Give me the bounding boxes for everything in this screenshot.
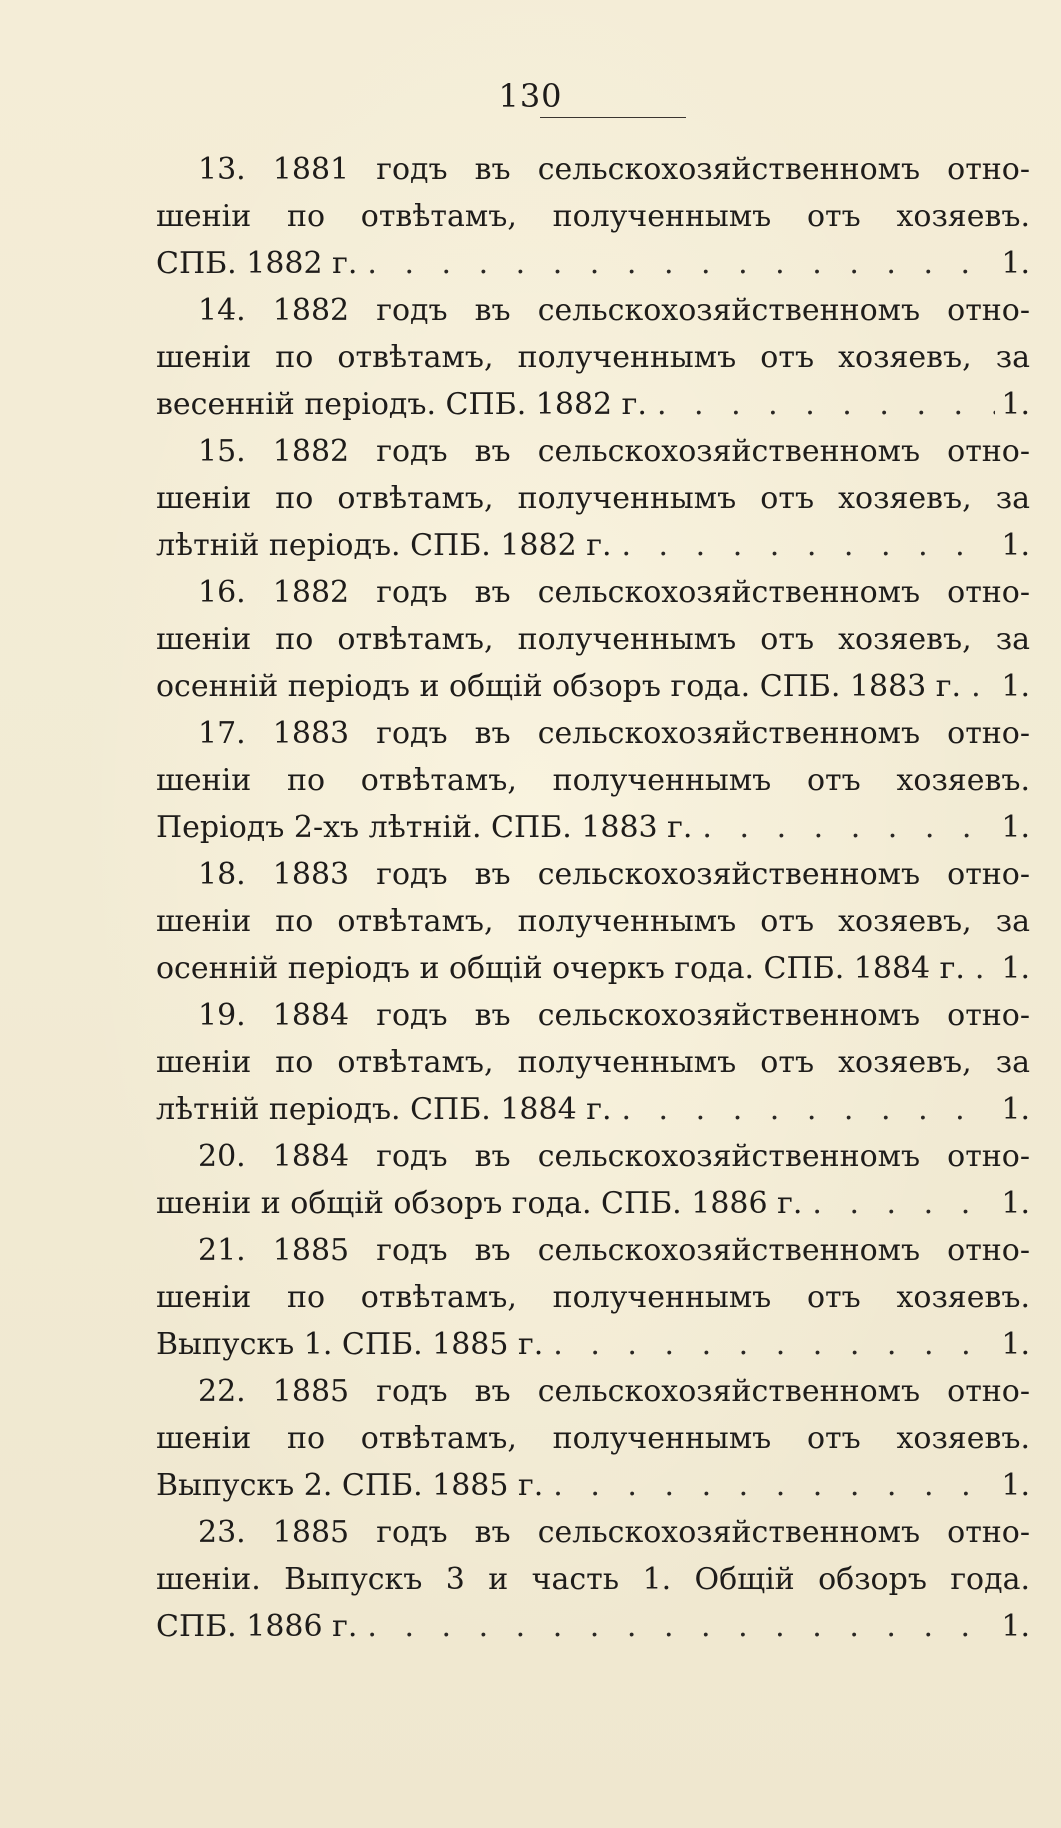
volume-count: 1. xyxy=(1001,1327,1030,1362)
page-number: 130 xyxy=(498,77,563,115)
volume-count: 1. xyxy=(1001,246,1030,281)
entry-line: 23. 1885 годъ въ сельскохозяйственномъ отно- xyxy=(198,1515,1030,1550)
volume-count: 1. xyxy=(1001,951,1030,986)
entry-line: шеніи по отвѣтамъ, полученнымъ отъ хозяевъ. xyxy=(156,763,1030,798)
header-rule xyxy=(540,117,686,118)
entry-last-line xyxy=(156,1086,1030,1133)
entry-line: 14. 1882 годъ въ сельскохозяйственномъ отно- xyxy=(198,293,1030,328)
entry-text: лѣтній періодъ. СПБ. 1884 г. xyxy=(156,1092,612,1127)
entry-last-line xyxy=(156,1603,1030,1650)
entry-last-line xyxy=(156,1462,1030,1509)
entry-last-line xyxy=(156,945,1030,992)
entry-line: 20. 1884 годъ въ сельскохозяйственномъ отно- xyxy=(198,1139,1030,1174)
entry-last-line xyxy=(156,804,1030,851)
entry-line: шеніи по отвѣтамъ, полученнымъ отъ хозяевъ, за xyxy=(156,481,1030,516)
volume-count: 1. xyxy=(1001,1609,1030,1644)
list-item xyxy=(156,1133,1030,1227)
volume-count: 1. xyxy=(1001,669,1030,704)
bibliography-list xyxy=(156,146,1030,1650)
entry-line: шеніи по отвѣтамъ, полученнымъ отъ хозяевъ, за xyxy=(156,622,1030,657)
volume-count: 1. xyxy=(1001,1468,1030,1503)
entry-line: шеніи по отвѣтамъ, полученнымъ отъ хозяевъ. xyxy=(156,1280,1030,1315)
list-item xyxy=(156,851,1030,992)
entry-line: шеніи по отвѣтамъ, полученнымъ отъ хозяевъ, за xyxy=(156,340,1030,375)
entry-text: Выпускъ 1. СПБ. 1885 г. xyxy=(156,1327,544,1362)
volume-count: 1. xyxy=(1001,1092,1030,1127)
entry-line: шеніи по отвѣтамъ, полученнымъ отъ хозяевъ, за xyxy=(156,1045,1030,1080)
entry-line: шеніи по отвѣтамъ, полученнымъ отъ хозяевъ, за xyxy=(156,904,1030,939)
entry-text: осенній періодъ и общій обзоръ года. СПБ. 1883 г. xyxy=(156,669,962,704)
dot-leader xyxy=(647,381,995,428)
list-item xyxy=(156,569,1030,710)
entry-last-line xyxy=(156,240,1030,287)
entry-line: 16. 1882 годъ въ сельскохозяйственномъ отно- xyxy=(198,575,1030,610)
entry-last-line xyxy=(156,381,1030,428)
volume-count: 1. xyxy=(1001,810,1030,845)
list-item xyxy=(156,992,1030,1133)
entry-line: 13. 1881 годъ въ сельскохозяйственномъ отно- xyxy=(198,152,1030,187)
entry-last-line xyxy=(156,1180,1030,1227)
list-item xyxy=(156,710,1030,851)
entry-text: СПБ. 1882 г. xyxy=(156,246,358,281)
list-item xyxy=(156,146,1030,287)
dot-leader xyxy=(961,663,995,710)
dot-leader xyxy=(692,804,995,851)
volume-count: 1. xyxy=(1001,387,1030,422)
entry-line: шеніи по отвѣтамъ, полученнымъ отъ хозяевъ. xyxy=(156,199,1030,234)
entry-line: шеніи по отвѣтамъ, полученнымъ отъ хозяевъ. xyxy=(156,1421,1030,1456)
entry-line: 17. 1883 годъ въ сельскохозяйственномъ отно- xyxy=(198,716,1030,751)
entry-text: весенній періодъ. СПБ. 1882 г. xyxy=(156,387,647,422)
entry-text: осенній періодъ и общій очеркъ года. СПБ. 1884 г. xyxy=(156,951,965,986)
list-item xyxy=(156,1368,1030,1509)
list-item xyxy=(156,1227,1030,1368)
entry-line: 22. 1885 годъ въ сельскохозяйственномъ отно- xyxy=(198,1374,1030,1409)
dot-leader xyxy=(611,1086,995,1133)
entry-line: 21. 1885 годъ въ сельскохозяйственномъ отно- xyxy=(198,1233,1030,1268)
entry-text: Періодъ 2-хъ лѣтній. СПБ. 1883 г. xyxy=(156,810,693,845)
entry-line: шеніи. Выпускъ 3 и часть 1. Общій обзоръ года. xyxy=(156,1562,1030,1597)
entry-last-line xyxy=(156,1321,1030,1368)
dot-leader xyxy=(543,1321,995,1368)
entry-text: СПБ. 1886 г. xyxy=(156,1609,358,1644)
volume-count: 1. xyxy=(1001,1186,1030,1221)
entry-line: 19. 1884 годъ въ сельскохозяйственномъ отно- xyxy=(198,998,1030,1033)
dot-leader xyxy=(543,1462,995,1509)
entry-text: лѣтній періодъ. СПБ. 1882 г. xyxy=(156,528,612,563)
dot-leader xyxy=(802,1180,995,1227)
entry-line: 15. 1882 годъ въ сельскохозяйственномъ отно- xyxy=(198,434,1030,469)
entry-text: Выпускъ 2. СПБ. 1885 г. xyxy=(156,1468,544,1503)
dot-leader xyxy=(357,240,995,287)
entry-line: 18. 1883 годъ въ сельскохозяйственномъ отно- xyxy=(198,857,1030,892)
entry-last-line xyxy=(156,663,1030,710)
dot-leader xyxy=(965,945,995,992)
dot-leader xyxy=(357,1603,995,1650)
volume-count: 1. xyxy=(1001,528,1030,563)
entry-last-line xyxy=(156,522,1030,569)
list-item xyxy=(156,428,1030,569)
dot-leader xyxy=(611,522,995,569)
list-item xyxy=(156,1509,1030,1650)
list-item xyxy=(156,287,1030,428)
entry-text: шеніи и общій обзоръ года. СПБ. 1886 г. xyxy=(156,1186,803,1221)
